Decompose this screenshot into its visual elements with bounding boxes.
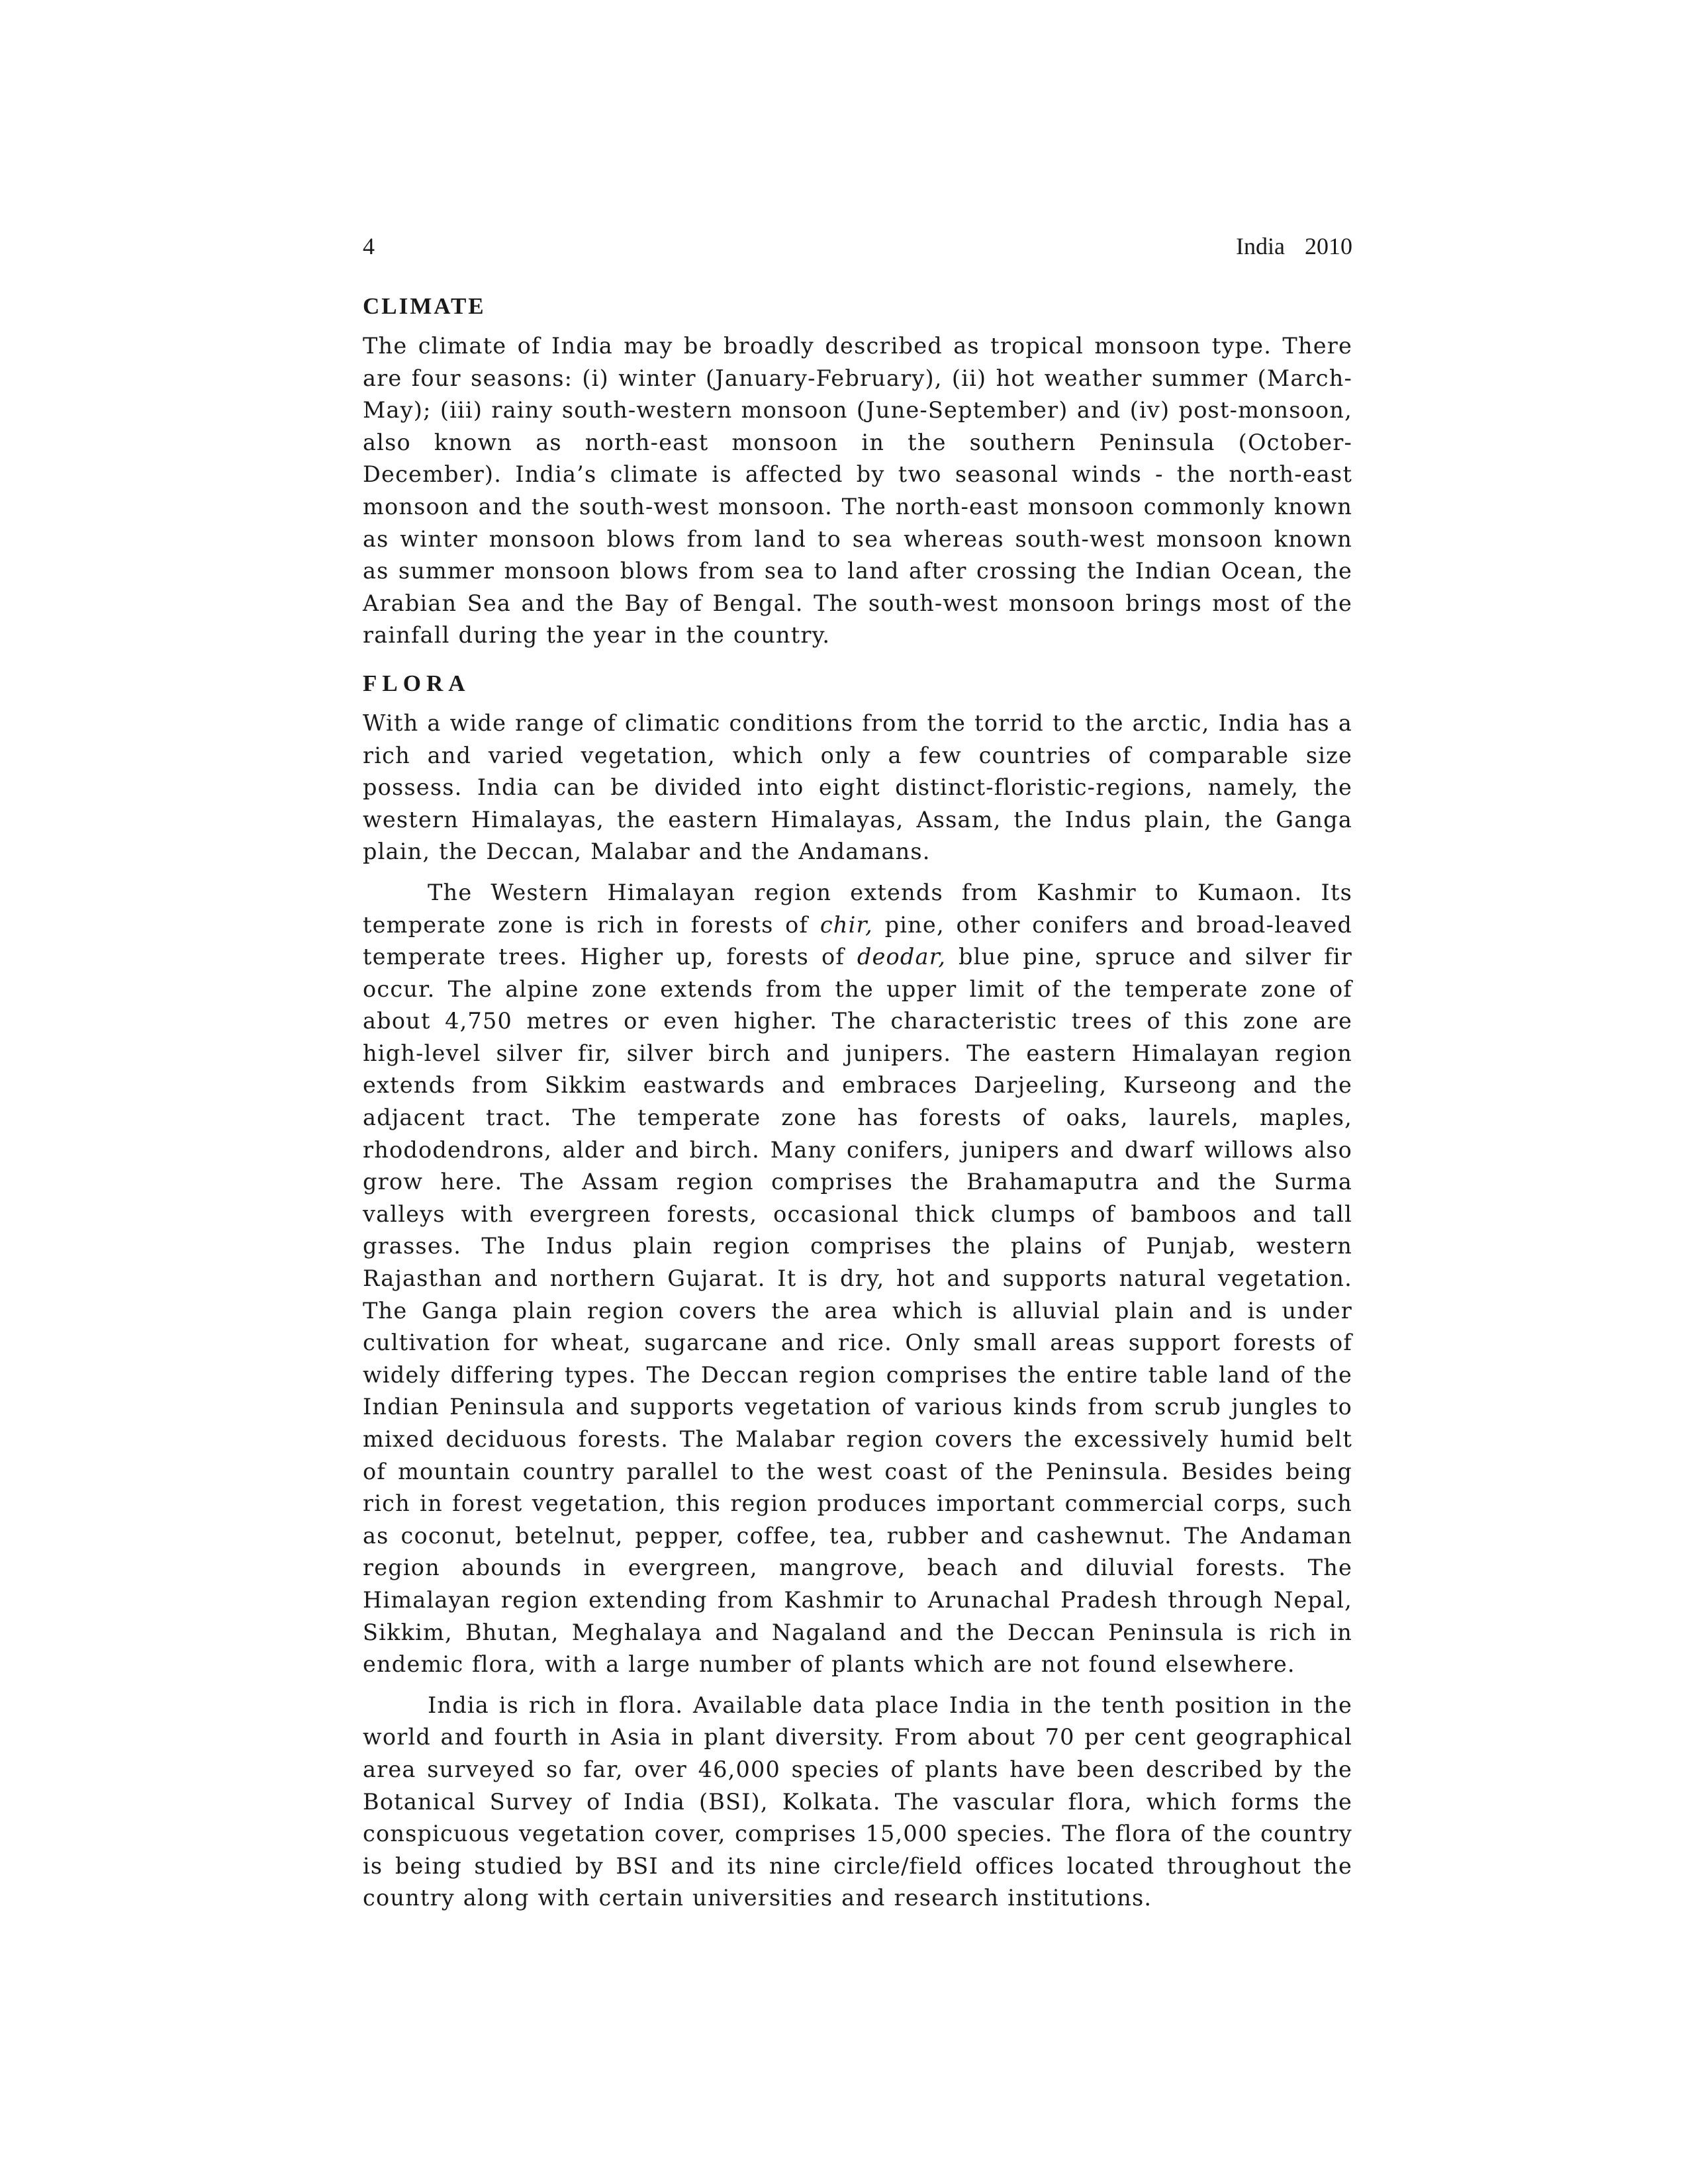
regions-text-3: blue pine, spruce and silver fir occur. The alpine zone extends from the upper limit of the temperate zone of about 4,750 metres or even higher. The characteristic trees of this zone are high-level silver fir, silver birch and junipers. The eastern Himalayan region extends from Sikkim eastwards and embraces Darjeeling, Kurseong and the adjacent tract. The temperate zone has forests of oaks, laurels, maples, rhododendrons, alder and birch. Many conifers, junipers and dwarf willows also grow here. The Assam region comprises the Brahamaputra and the Surma valleys with evergreen forests, occasional thick clumps of bamboos and tall grasses. The Indus plain region comprises the plains of Punjab, western Rajasthan and northern Gujarat. It is dry, hot and supports natural vegetation. The Ganga plain region covers the area which is alluvial plain and is under cultivation for wheat, sugarcane and rice. Only small areas support forests of widely differing types. The Deccan region comprises the entire table land of the Indian Peninsula and supports vegetation of various kinds from scrub jungles to mixed deciduous forests. The Malabar region covers the excessively humid belt of mountain country parallel to the west coast of the Peninsula. Besides being rich in forest vegetation, this region produces important commercial corps, such as coconut, betelnut, pepper, coffee, tea, rubber and cashewnut. The Andaman region abounds in evergreen, mangrove, beach and diluvial forests. The Himalayan region extending from Kashmir to Arunachal Pradesh through Nepal, Sikkim, Bhutan, Meghalaya and Nagaland and the Deccan Peninsula is rich in endemic flora, with a large number of plants which are not found elsewhere. [363, 944, 1352, 1678]
italic-term-chir: chir, [820, 911, 873, 938]
flora-regions-paragraph [363, 877, 1352, 1681]
climate-paragraph: The climate of India may be broadly described as tropical monsoon type. There are four seasons: (i) winter (January-February), (ii) hot weather summer (March-May); (iii) rainy south-western monsoon (June-September) and (iv) post-monsoon, also known as north-east monsoon in the southern Peninsula (October-December). India’s climate is affected by two seasonal winds - the north-east monsoon and the south-west monsoon. The north-east monsoon commonly known as winter monsoon blows from land to sea whereas south-west monsoon known as summer monsoon blows from sea to land after crossing the Indian Ocean, the Arabian Sea and the Bay of Bengal. The south-west monsoon brings most of the rainfall during the year in the country. [363, 333, 1352, 649]
flora-intro-paragraph: With a wide range of climatic conditions from the torrid to the arctic, India has a rich and varied vegetation, which only a few countries of comparable size possess. India can be divided into eight distinct-floristic-regions, namely, the western Himalayas, the eastern Himalayas, Assam, the Indus plain, the Ganga plain, the Deccan, Malabar and the Andamans. [363, 709, 1352, 865]
regions-text-2: pine, other conifers and broad-leaved temperate trees. Higher up, forests of [363, 911, 1352, 970]
document-page [363, 232, 1352, 1915]
page-number: 4 [363, 233, 375, 259]
climate-heading: CLIMATE [363, 293, 486, 319]
flora-heading: FLORA [363, 670, 471, 696]
flora-diversity-paragraph: India is rich in flora. Available data place India in the tenth position in the world and fourth in Asia in plant diversity. From about 70 per cent geographical area surveyed so far, over 46,000 species of plants have been described by the Botanical Survey of India (BSI), Kolkata. The vascular flora, which forms the conspicuous vegetation cover, comprises 15,000 species. The flora of the country is being studied by BSI and its nine circle/field offices located throughout the country along with certain universities and research institutions. [363, 1692, 1352, 1911]
running-title [1236, 232, 1352, 261]
book-title: India [1236, 233, 1285, 259]
italic-term-deodar: deodar, [857, 944, 947, 970]
regions-text-1: The Western Himalayan region extends from Kashmir to Kumaon. Its temperate zone is rich in forests of [363, 879, 1352, 938]
book-year: 2010 [1305, 233, 1352, 259]
running-header [363, 232, 1352, 261]
